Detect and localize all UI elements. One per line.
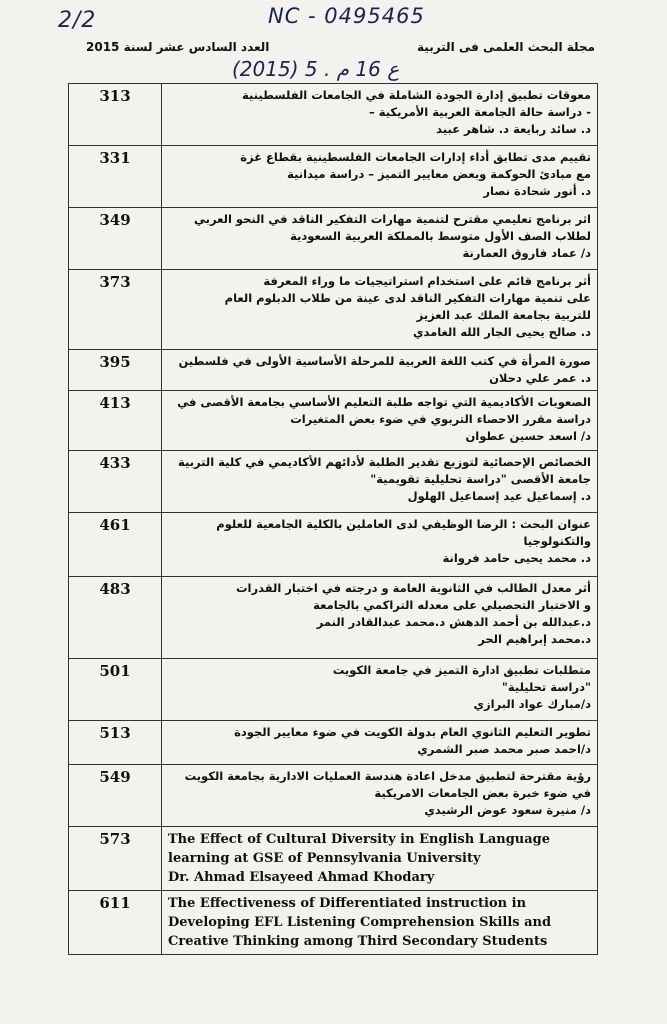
- page-number: 483: [69, 577, 162, 659]
- issue-header: العدد السادس عشر لسنة 2015: [86, 40, 270, 54]
- page-number: 373: [69, 270, 162, 350]
- article-title-line: رؤية مقترحة لتطبيق مدخل اعادة هندسة العمليات الادارية بجامعة الكويت: [184, 769, 591, 783]
- page-number: 413: [69, 391, 162, 451]
- article-title-line: "دراسة تحليلية": [501, 680, 591, 694]
- contents-row: [69, 270, 598, 350]
- page-number: 331: [69, 146, 162, 208]
- article-title-line: والتكنولوجيا: [523, 534, 591, 548]
- article-author: د. سائد ربايعة د. شاهر عبيد: [436, 122, 591, 136]
- article-author: د/احمد صبر محمد صبر الشمري: [417, 742, 591, 756]
- article-entry: [162, 577, 598, 659]
- page-number: 549: [69, 765, 162, 827]
- article-title-line: عنوان البحث : الرضا الوظيفي لدى العاملين بالكلية الجامعية للعلوم: [216, 517, 591, 531]
- article-author: د. إسماعيل عيد إسماعيل الهلول: [407, 489, 591, 503]
- page-number: 349: [69, 208, 162, 270]
- contents-row: [69, 765, 598, 827]
- article-title-line: الصعوبات الأكاديمية التي تواجه طلبة التعليم الأساسي بجامعة الأقصى في: [177, 395, 591, 409]
- article-title-line: تطوير التعليم الثانوي العام بدولة الكويت في ضوء معايير الجودة: [234, 725, 591, 739]
- article-author: د/ اسعد حسين عطوان: [465, 429, 591, 443]
- article-title-line: على تنمية مهارات التفكير الناقد لدى عينة من طلاب الدبلوم العام: [224, 291, 591, 305]
- article-author: د/ منيرة سعود عوض الرشيدي: [424, 803, 591, 817]
- article-author: د. أنور شحادة نصار: [483, 184, 591, 198]
- article-title-line: الخصائص الإحصائية لتوزيع تقدير الطلبة لأدائهم الأكاديمي في كلية التربية: [178, 455, 591, 469]
- handwritten-fraction: 2/2: [58, 8, 97, 33]
- article-title-line: أثر برنامج قائم على استخدام استراتيجيات ما وراء المعرفة: [263, 274, 591, 288]
- article-entry: [162, 84, 598, 146]
- contents-row: [69, 84, 598, 146]
- handwritten-accession-number: NC - 0495465: [268, 4, 425, 28]
- article-author: د/ عماد فاروق العمارنة: [462, 246, 591, 260]
- page-number: 313: [69, 84, 162, 146]
- article-title-line: Creative Thinking among Third Secondary Students: [168, 934, 548, 949]
- article-author: د. محمد يحيى حامد فروانة: [442, 551, 591, 565]
- contents-row: [69, 208, 598, 270]
- article-title-line: The Effect of Cultural Diversity in English Language: [168, 832, 551, 847]
- article-author: د. صالح يحيى الجار الله الغامدي: [412, 325, 591, 339]
- article-title-line: معوقات تطبيق إدارة الجودة الشاملة في الجامعات الفلسطينية: [242, 88, 591, 102]
- article-title-line: صورة المرأة في كتب اللغة العربية للمرحلة الأساسية الأولى في فلسطين: [178, 354, 591, 368]
- contents-row: [69, 350, 598, 391]
- article-title-line: learning at GSE of Pennsylvania University: [168, 851, 481, 866]
- page-number: 611: [69, 891, 162, 955]
- article-title-line: Dr. Ahmad Elsayeed Ahmad Khodary: [168, 870, 435, 885]
- article-title-line: للتربية بجامعة الملك عبد العزيز: [416, 308, 591, 322]
- article-entry: [162, 146, 598, 208]
- article-title-line: تقييم مدى تطابق أداء إدارات الجامعات الفلسطينية بقطاع غزة: [240, 150, 591, 164]
- handwritten-call-number: (2015) 5 . ع 16 م: [232, 57, 400, 81]
- contents-row: [69, 451, 598, 513]
- article-title-line: أثر معدل الطالب في الثانوية العامة و درجته في اختبار القدرات: [235, 581, 591, 595]
- page-number: 501: [69, 659, 162, 721]
- article-entry: [162, 208, 598, 270]
- article-title-line: لطلاب الصف الأول متوسط بالمملكة العربية السعودية: [290, 229, 591, 243]
- article-title-line: و الاختبار التحصيلي على معدله التراكمي بالجامعة: [313, 598, 591, 612]
- article-title-line: - دراسة حالة الجامعة العربية الأمريكية –: [369, 105, 591, 119]
- article-entry: [162, 451, 598, 513]
- article-title-line: The Effectiveness of Differentiated instruction in: [168, 896, 527, 911]
- article-author: د. عمر علي دحلان: [489, 371, 591, 385]
- article-entry: [162, 391, 598, 451]
- article-author: د.محمد إبراهيم الحر: [478, 632, 591, 646]
- article-entry: [162, 891, 598, 955]
- page-number: 433: [69, 451, 162, 513]
- article-title-line: Developing EFL Listening Comprehension Skills and: [168, 915, 552, 930]
- page-number: 513: [69, 721, 162, 765]
- contents-row: [69, 391, 598, 451]
- page-number: 395: [69, 350, 162, 391]
- article-entry: [162, 270, 598, 350]
- contents-row: [69, 513, 598, 577]
- contents-row: [69, 577, 598, 659]
- article-entry: [162, 827, 598, 891]
- contents-row: [69, 659, 598, 721]
- article-title-line: جامعة الأقصى "دراسة تحليلية تقويمية": [370, 472, 591, 486]
- contents-table: [68, 83, 598, 955]
- article-title-line: في ضوء خبرة بعض الجامعات الامريكية: [374, 786, 591, 800]
- article-entry: [162, 721, 598, 765]
- article-title-line: متطلبات تطبيق ادارة التميز في جامعة الكويت: [332, 663, 591, 677]
- contents-row: [69, 721, 598, 765]
- contents-row: [69, 891, 598, 955]
- article-entry: [162, 513, 598, 577]
- article-entry: [162, 659, 598, 721]
- article-author: د/مبارك عواد البرازي: [473, 697, 591, 711]
- article-title-line: دراسة مقرر الاحصاء التربوي في ضوء بعض المتغيرات: [290, 412, 591, 426]
- article-entry: [162, 350, 598, 391]
- contents-table-body: [69, 84, 598, 955]
- article-title-line: اثر برنامج تعليمي مقترح لتنمية مهارات التفكير الناقد في النحو العربي: [194, 212, 591, 226]
- journal-header: مجلة البحث العلمى فى التربية: [417, 40, 595, 54]
- article-title-line: د.عبدالله بن أحمد الدهش د.محمد عبدالقادر النمر: [316, 615, 591, 629]
- article-title-line: مع مبادئ الحوكمة وبعض معايير التميز – دراسة ميدانية: [287, 167, 591, 181]
- page-number: 573: [69, 827, 162, 891]
- page-number: 461: [69, 513, 162, 577]
- article-entry: [162, 765, 598, 827]
- contents-row: [69, 827, 598, 891]
- contents-row: [69, 146, 598, 208]
